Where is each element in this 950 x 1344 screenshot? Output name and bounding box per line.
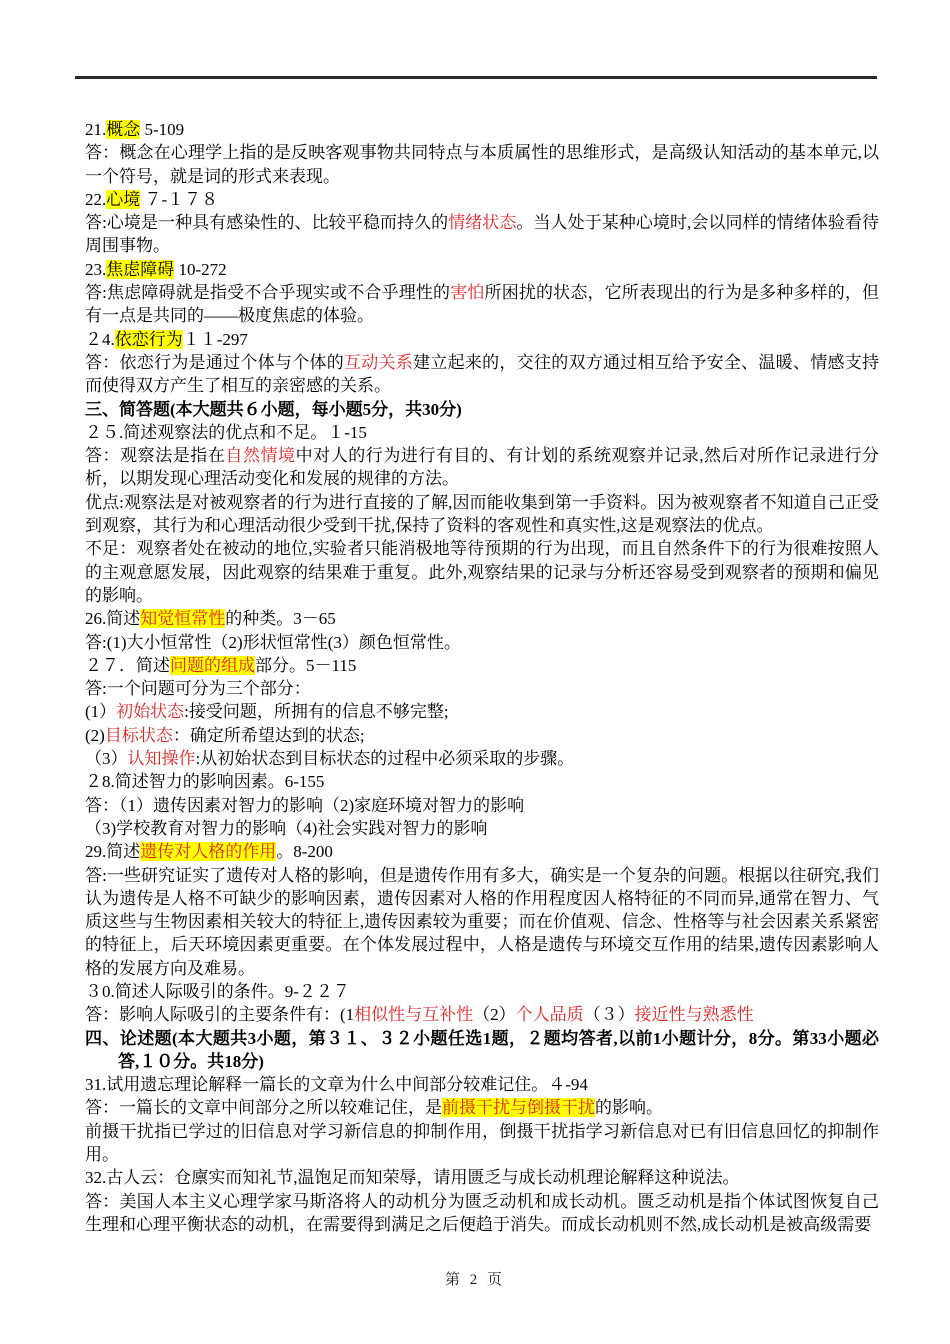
- text-run: 26.简述: [85, 609, 141, 629]
- highlighted-term: 依恋行为: [114, 329, 183, 349]
- text-run: 21.: [85, 120, 107, 139]
- highlighted-red-term: 前摄干扰与倒摄干扰: [442, 1098, 595, 1118]
- text-run: 5-109: [140, 120, 185, 139]
- highlighted-term: 心境: [106, 189, 141, 209]
- text-run: 所困扰的状态，它所表现出的行为是多种多样的，但有一点是共同的——极度焦虑的体验。: [85, 283, 880, 326]
- text-run: 答：观察法是指在: [85, 446, 226, 466]
- paragraph: [85, 700, 879, 723]
- text-run: （３）: [583, 1005, 635, 1025]
- paragraph: [85, 444, 879, 491]
- page-number: 第 2 页: [444, 1272, 505, 1288]
- text-run: 答:(1)大小恒常性（2)形状恒常性(3）颜色恒常性。: [85, 632, 461, 652]
- text-run: ７-１７８: [140, 189, 219, 209]
- text-run: 29.简述: [85, 842, 141, 862]
- text-run: 。8-200: [276, 842, 333, 862]
- text-run: ２4.: [85, 329, 115, 349]
- paragraph: [85, 211, 879, 258]
- paragraph: [85, 1120, 879, 1167]
- red-term: 自然情境: [225, 446, 296, 466]
- highlighted-red-term: 问题的组成: [170, 655, 255, 675]
- text-run: １１-297: [182, 329, 248, 349]
- paragraph: [85, 607, 879, 630]
- paragraph: [85, 328, 879, 351]
- text-run: 部分。5－115: [255, 655, 357, 675]
- paragraph: [85, 351, 879, 398]
- paragraph: [85, 770, 879, 793]
- text-run: 10-272: [174, 259, 227, 279]
- text-run: 22.: [85, 189, 107, 209]
- paragraph: [85, 258, 879, 281]
- text-run: :从初始状态到目标状态的过程中必须采取的步骤。: [195, 749, 575, 769]
- paragraph: [85, 1096, 879, 1119]
- paragraph: [85, 281, 879, 328]
- paragraph: [85, 141, 879, 188]
- section-heading: [85, 398, 879, 421]
- red-term: 害怕: [450, 283, 485, 303]
- red-term: 个人品质: [515, 1005, 584, 1025]
- paragraph: [85, 724, 879, 747]
- paragraph: [85, 794, 879, 817]
- text-run: 答:一个问题可分为三个部分：: [85, 679, 311, 699]
- paragraph: [85, 980, 879, 1003]
- text-run: 23.: [85, 259, 107, 279]
- text-run: 的种类。3－65: [225, 609, 336, 629]
- text-run: 中对人的行为进行有目的、有计划的系统观察并记录,然后对所作记录进行分析，以期发现心理活动变化和发展的规律的方法。: [85, 446, 880, 489]
- highlighted-term: 概念: [106, 120, 141, 139]
- text-run: 答：一篇长的文章中间部分之所以较难记住，是: [85, 1098, 442, 1118]
- text-run: 答：（1）遗传因素对智力的影响（2)家庭环境对智力的影响: [85, 795, 525, 815]
- text-run: ：确定所希望达到的状态;: [172, 725, 365, 745]
- red-term: 情绪状态: [448, 213, 517, 233]
- red-term: 互动关系: [344, 352, 414, 372]
- paragraph: [85, 1003, 879, 1026]
- red-term: 相似性与互补性: [354, 1005, 474, 1025]
- text-run: 建立起来的，交往的双方通过相互给予安全、温暖、情感支持而使得双方产生了相互的亲密感的关系。: [85, 352, 880, 396]
- text-run: ２５.简述观察法的优点和不足。１-15: [85, 422, 367, 442]
- text-run: 答：依恋行为是通过个体与个体的: [85, 352, 344, 372]
- paragraph: [85, 654, 879, 677]
- highlighted-red-term: 知觉恒常性: [140, 609, 226, 629]
- text-run: 前摄干扰指已学过的旧信息对学习新信息的抑制作用，倒摄干扰指学习新信息对已有旧信息回忆的抑制作用。: [85, 1121, 879, 1165]
- red-term: 目标状态: [104, 725, 173, 745]
- paragraph: [85, 817, 879, 840]
- text-run: 四、论述题(本大题共3小题，第３１、３２小题任选1题，２题均答者,以前1小题计分，8分。第33小题必答,１０分。共18分): [85, 1028, 879, 1071]
- text-run: 。当人处于某种心境时,会以同样的情绪体验看待周围事物。: [85, 213, 880, 256]
- paragraph: [85, 864, 879, 980]
- red-term: 认知操作: [127, 749, 196, 769]
- text-run: （2）: [473, 1005, 516, 1025]
- paragraph: [85, 631, 879, 654]
- text-run: ３0.简述人际吸引的条件。9-２２７: [85, 981, 350, 1001]
- highlighted-term: 焦虑障碍: [106, 259, 175, 279]
- paragraph: [85, 491, 879, 538]
- text-run: ２8.简述智力的影响因素。6-155: [85, 772, 325, 792]
- text-run: 答:焦虑障碍就是指受不合乎现实或不合乎理性的: [85, 283, 451, 303]
- text-run: (1）: [85, 702, 117, 722]
- text-run: 答:一些研究证实了遗传对人格的影响，但是遗传作用有多大，确实是一个复杂的问题。根据以往研究,我们认为遗传是人格不可缺少的影响因素，遗传因素对人格的作用程度因人格特征的不同而异,通常在智力、气质这些与生物因素相关较大的特征上,遗传因素较为重要；而在价值观、信念、性格等与社会因素关系紧密的特征上，后天环境因素更重要。在个体发展过程中，人格是遗传与环境交互作用的结果,遗传因素影响人格的发展方向及难易。: [85, 865, 879, 978]
- text-run: 32.古人云：仓廪实而知礼节,温饱足而知荣辱，请用匮乏与成长动机理论解释这种说法。: [85, 1168, 740, 1188]
- section-heading: [85, 1027, 879, 1074]
- text-run: 答:心境是一种具有感染性的、比较平稳而持久的: [85, 213, 449, 233]
- text-run: (2): [85, 725, 105, 745]
- paragraph: [85, 1073, 879, 1096]
- paragraph: [85, 747, 879, 770]
- text-run: 不足：观察者处在被动的地位,实验者只能消极地等待预期的行为出现，而且自然条件下的行为很难按照人的主观意愿发展，因此观察的结果难于重复。此外,观察结果的记录与分析还容易受到观察者的预期和偏见的影响。: [85, 539, 879, 605]
- paragraph: [85, 421, 879, 444]
- paragraph: [85, 1166, 879, 1189]
- paragraph: [85, 537, 879, 607]
- text-run: :接受问题，所拥有的信息不够完整;: [184, 702, 449, 722]
- text-run: 的影响。: [595, 1098, 663, 1118]
- text-run: 三、简答题(本大题共６小题，每小题5分，共30分): [85, 399, 462, 419]
- text-run: 答：影响人际吸引的主要条件有：(1: [85, 1005, 355, 1025]
- paragraph: [85, 677, 879, 700]
- text-run: （3)学校教育对智力的影响（4)社会实践对智力的影响: [85, 818, 488, 838]
- text-run: 优点:观察法是对被观察者的行为进行直接的了解,因而能收集到第一手资料。因为被观察者不知道自己正受到观察，其行为和心理活动很少受到干扰,保持了资料的客观性和真实性,这是观察法的优点。: [85, 492, 879, 536]
- paragraph: [85, 840, 879, 863]
- text-run: 答：概念在心理学上指的是反映客观事物共同特点与本质属性的思维形式，是高级认知活动的基本单元,以一个符号，就是词的形式来表现。: [85, 143, 879, 186]
- red-term: 初始状态: [116, 702, 185, 722]
- red-term: 接近性与熟悉性: [634, 1005, 754, 1025]
- text-run: 答：美国人本主义心理学家马斯洛将人的动机分为匮乏动机和成长动机。匮乏动机是指个体试图恢复自己生理和心理平衡状态的动机，在需要得到满足之后便趋于消失。而成长动机则不然,成长动机是被高级需要: [85, 1191, 879, 1234]
- paragraph: [85, 118, 879, 141]
- text-run: 31.试用遗忘理论解释一篇长的文章为什么中间部分较难记住。４-94: [85, 1075, 588, 1095]
- text-run: （3）: [85, 749, 128, 769]
- document-body: [85, 118, 879, 1236]
- highlighted-red-term: 遗传对人格的作用: [140, 842, 277, 862]
- paragraph: [85, 1190, 879, 1237]
- paragraph: [85, 188, 879, 211]
- text-run: ２７．简述: [85, 655, 170, 675]
- header-rule: [75, 76, 877, 79]
